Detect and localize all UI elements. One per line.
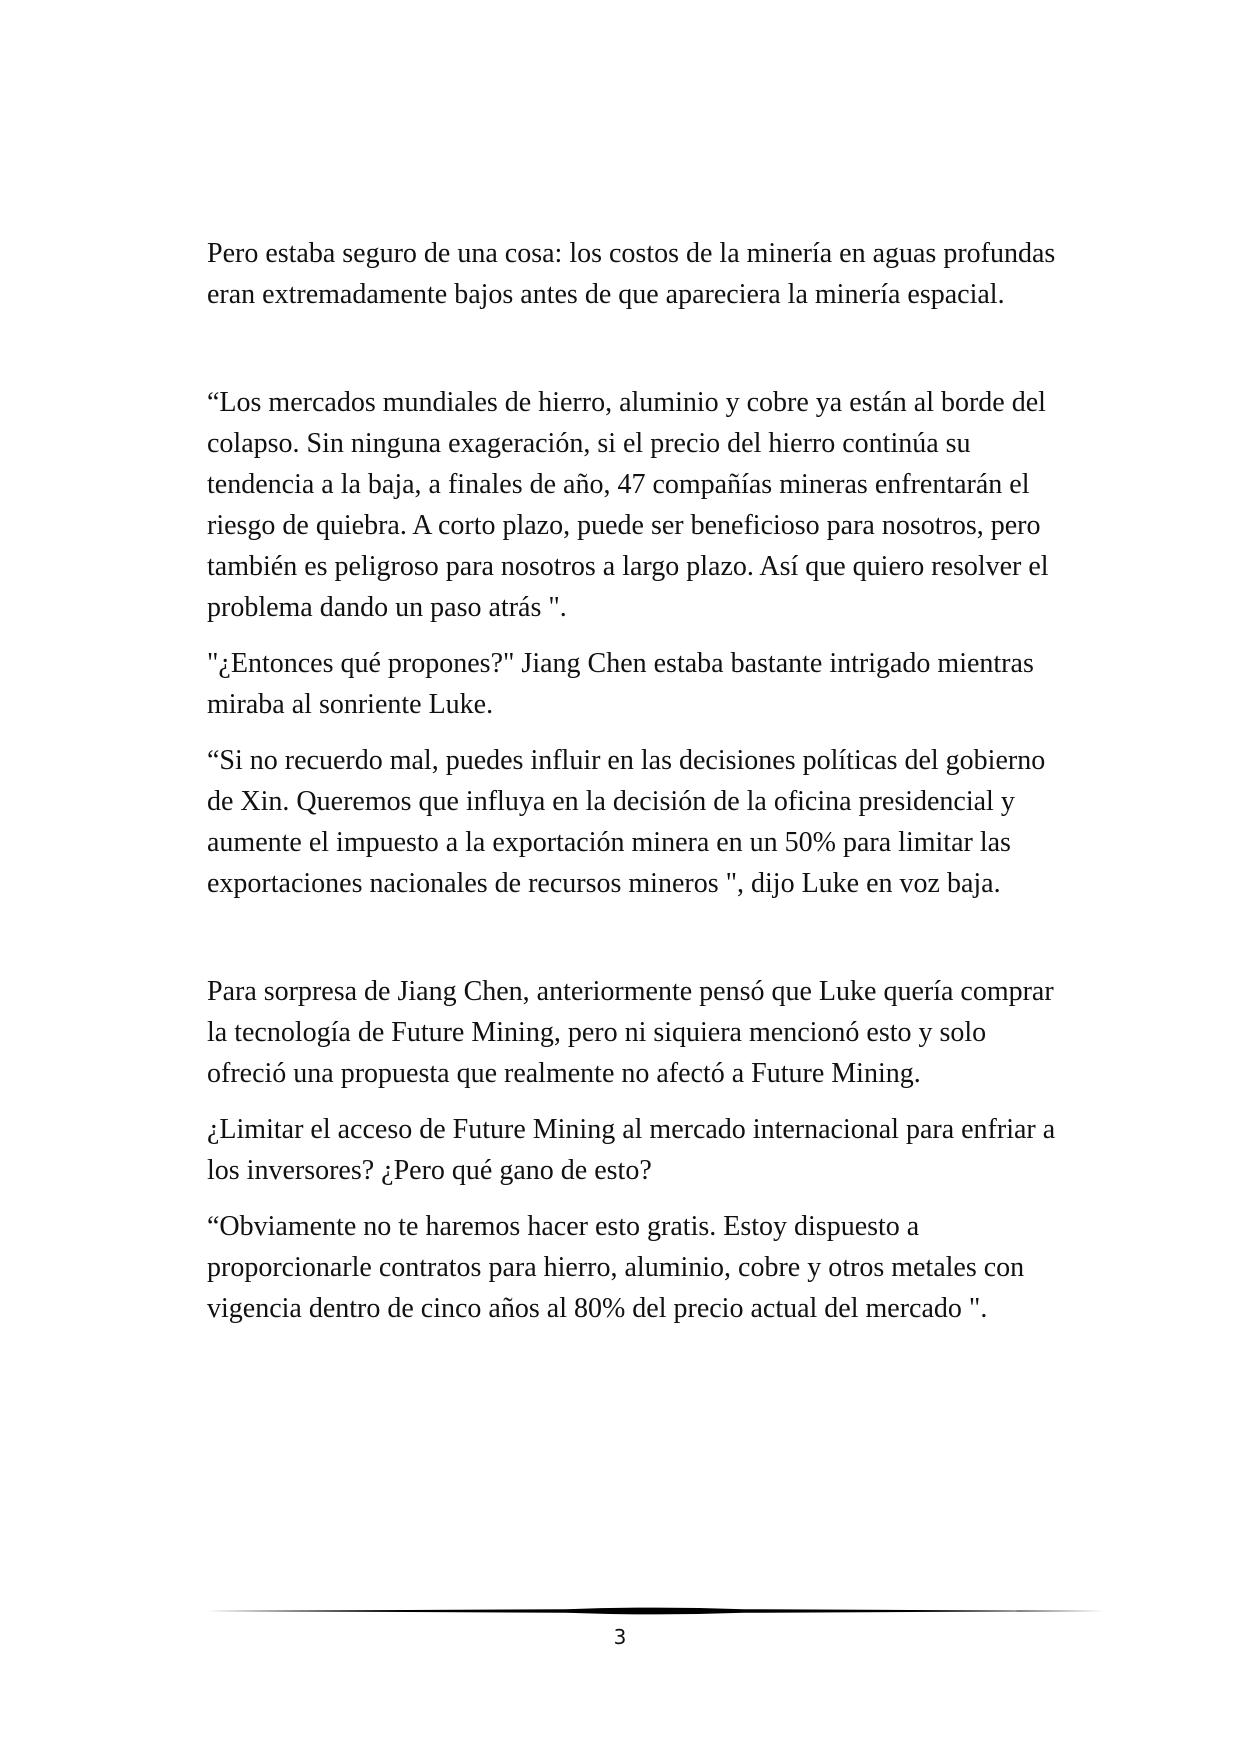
page-number: 3 (613, 1625, 627, 1649)
paragraph: ¿Limitar el acceso de Future Mining al mercado internacional para enfriar a los inversores? ¿Pero qué gano de esto? (207, 1114, 1056, 1186)
paragraph: "¿Entonces qué propones?" Jiang Chen estaba bastante intrigado mientras miraba al sonriente Luke. (207, 648, 1034, 720)
paragraph: Para sorpresa de Jiang Chen, anteriormente pensó que Luke quería comprar la tecnología de Future Mining, pero ni siquiera mencionó esto y solo ofreció una propuesta que realmente no afectó a Future Mining. (207, 976, 1054, 1089)
paragraph: “Si no recuerdo mal, puedes influir en las decisiones políticas del gobierno de Xin. Queremos que influya en la decisión de la oficina presidencial y aumente el impuesto a la exportación minera en un 50% para limitar las exportaciones nacionales de recursos mineros ", dijo Luke en voz baja. (207, 745, 1046, 899)
footer-divider (206, 1603, 1104, 1619)
body-text (207, 233, 1067, 1344)
paragraph: Pero estaba seguro de una cosa: los costos de la minería en aguas profundas eran extremadamente bajos antes de que apareciera la minería espacial. (207, 238, 1056, 310)
paragraph: “Obviamente no te haremos hacer esto gratis. Estoy dispuesto a proporcionarle contratos para hierro, aluminio, cobre y otros metales con vigencia dentro de cinco años al 80% del precio actual del mercado ". (207, 1211, 1025, 1324)
paragraph: “Los mercados mundiales de hierro, aluminio y cobre ya están al borde del colapso. Sin ninguna exageración, si el precio del hierro continúa su tendencia a la baja, a finales de año, 47 compañías mineras enfrentarán el riesgo de quiebra. A corto plazo, puede ser beneficioso para nosotros, pero también es peligroso para nosotros a largo plazo. Así que quiero resolver el problema dando un paso atrás ". (207, 387, 1049, 623)
